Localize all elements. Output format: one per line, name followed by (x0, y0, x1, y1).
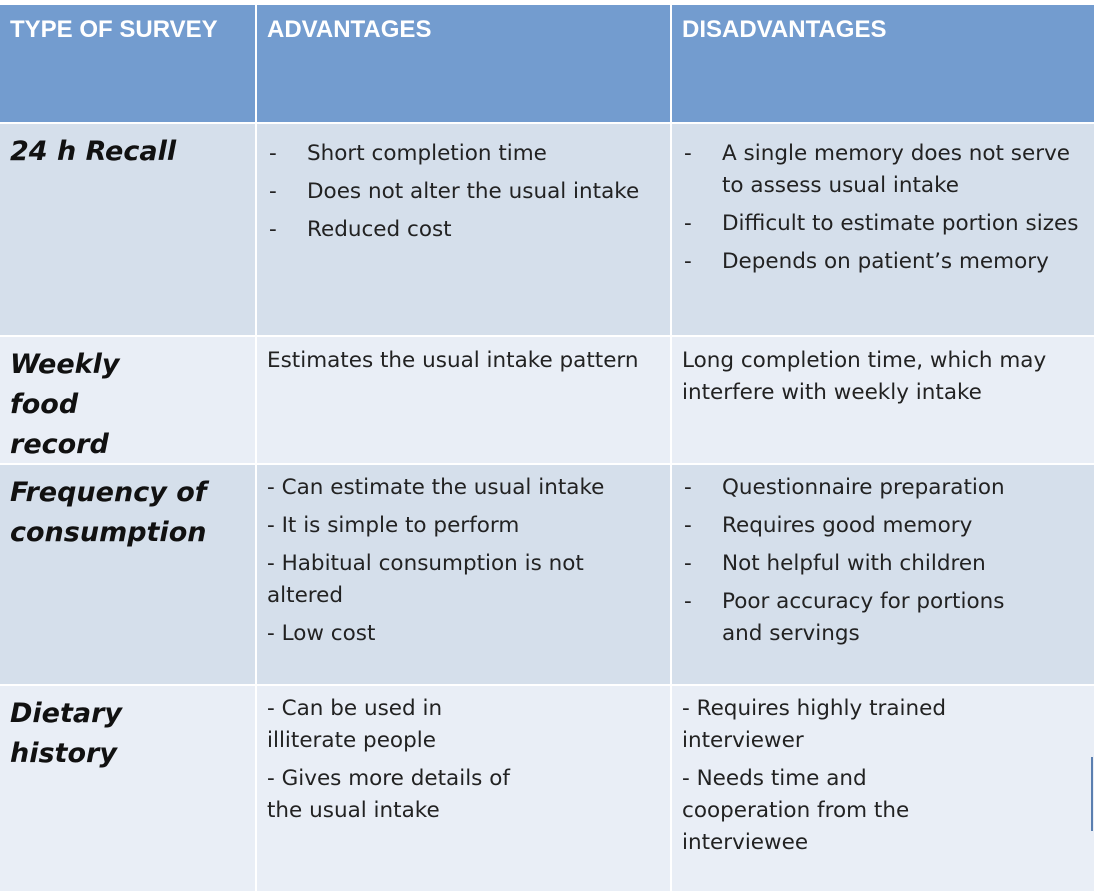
list-item (267, 138, 662, 170)
survey-type-name: Dietary history (10, 698, 123, 769)
dash-mark: - (684, 249, 692, 274)
header-disadvantages-label: DISADVANTAGES (682, 16, 887, 43)
list-item-text: Depends on patient’s memory (722, 249, 1049, 274)
survey-type-name: Frequency of consumption (10, 477, 207, 548)
list-item-text: Requires good memory (722, 513, 973, 538)
dash-mark: - (684, 589, 692, 614)
list-item (682, 510, 1087, 542)
list-item (267, 214, 662, 246)
dash-mark: - (269, 141, 277, 166)
row-frequency-of-consumption-advantages (257, 465, 670, 684)
dash-mark: - (684, 475, 692, 500)
advantages-text: Estimates the usual intake pattern (267, 348, 639, 373)
dash-mark: - (684, 551, 692, 576)
row-frequency-of-consumption-disadvantages (672, 465, 1094, 684)
dash-mark: - (269, 217, 277, 242)
list-item: - Gives more details of the usual intake (267, 766, 510, 823)
header-advantages (257, 5, 670, 122)
list-item: - Habitual consumption is not altered (267, 551, 584, 608)
row-dietary-history-advantages (257, 686, 670, 891)
row-weekly-food-record-disadvantages (672, 337, 1094, 463)
list-item: - Low cost (267, 621, 376, 646)
row-frequency-of-consumption-type (0, 465, 255, 684)
list-item-text: Not helpful with children (722, 551, 986, 576)
list-item: - Needs time and cooperation from the interviewee (682, 766, 910, 855)
row-24h-recall-disadvantages (672, 124, 1094, 335)
row-dietary-history-type (0, 686, 255, 891)
row-weekly-food-record-advantages (257, 337, 670, 463)
survey-type-name: Weekly food record (10, 349, 120, 460)
edge-divider (1091, 757, 1093, 831)
survey-comparison-table (0, 5, 1091, 891)
list-item: - Can estimate the usual intake (267, 475, 605, 500)
list-item-text: Does not alter the usual intake (307, 179, 640, 204)
dash-mark: - (684, 513, 692, 538)
row-weekly-food-record-type (0, 337, 255, 463)
header-type-of-survey (0, 5, 255, 122)
disadvantages-list (682, 693, 965, 859)
dash-mark: - (684, 211, 692, 236)
list-item-text: Difficult to estimate portion sizes (722, 211, 1079, 236)
list-item (682, 548, 1087, 580)
row-dietary-history-disadvantages (672, 686, 1094, 891)
dash-mark: - (684, 141, 692, 166)
list-item (682, 586, 1087, 650)
list-item-text: Poor accuracy for portions and servings (722, 589, 1005, 646)
disadvantages-text: Long completion time, which may interfere with weekly intake (682, 348, 1047, 405)
header-advantages-label: ADVANTAGES (267, 16, 432, 43)
header-disadvantages (672, 5, 1094, 122)
list-item (682, 246, 1087, 278)
list-item-text: Questionnaire preparation (722, 475, 1005, 500)
row-24h-recall-type (0, 124, 255, 335)
survey-type-name: 24 h Recall (10, 136, 177, 167)
list-item (682, 138, 1087, 202)
advantages-list (267, 138, 662, 246)
list-item (682, 472, 1087, 504)
list-item-text: A single memory does not serve to assess usual intake (722, 141, 1071, 198)
list-item (267, 176, 662, 208)
advantages-list (267, 472, 662, 650)
list-item: - Can be used in illiterate people (267, 696, 443, 753)
dash-mark: - (269, 179, 277, 204)
list-item-text: Short completion time (307, 141, 547, 166)
list-item: - It is simple to perform (267, 513, 520, 538)
advantages-list (267, 693, 530, 827)
list-item (682, 208, 1087, 240)
list-item: - Requires highly trained interviewer (682, 696, 946, 753)
list-item-text: Reduced cost (307, 217, 452, 242)
row-24h-recall-advantages (257, 124, 670, 335)
header-type-of-survey-label: TYPE OF SURVEY (10, 16, 218, 43)
disadvantages-list (682, 138, 1087, 278)
disadvantages-list (682, 472, 1087, 650)
